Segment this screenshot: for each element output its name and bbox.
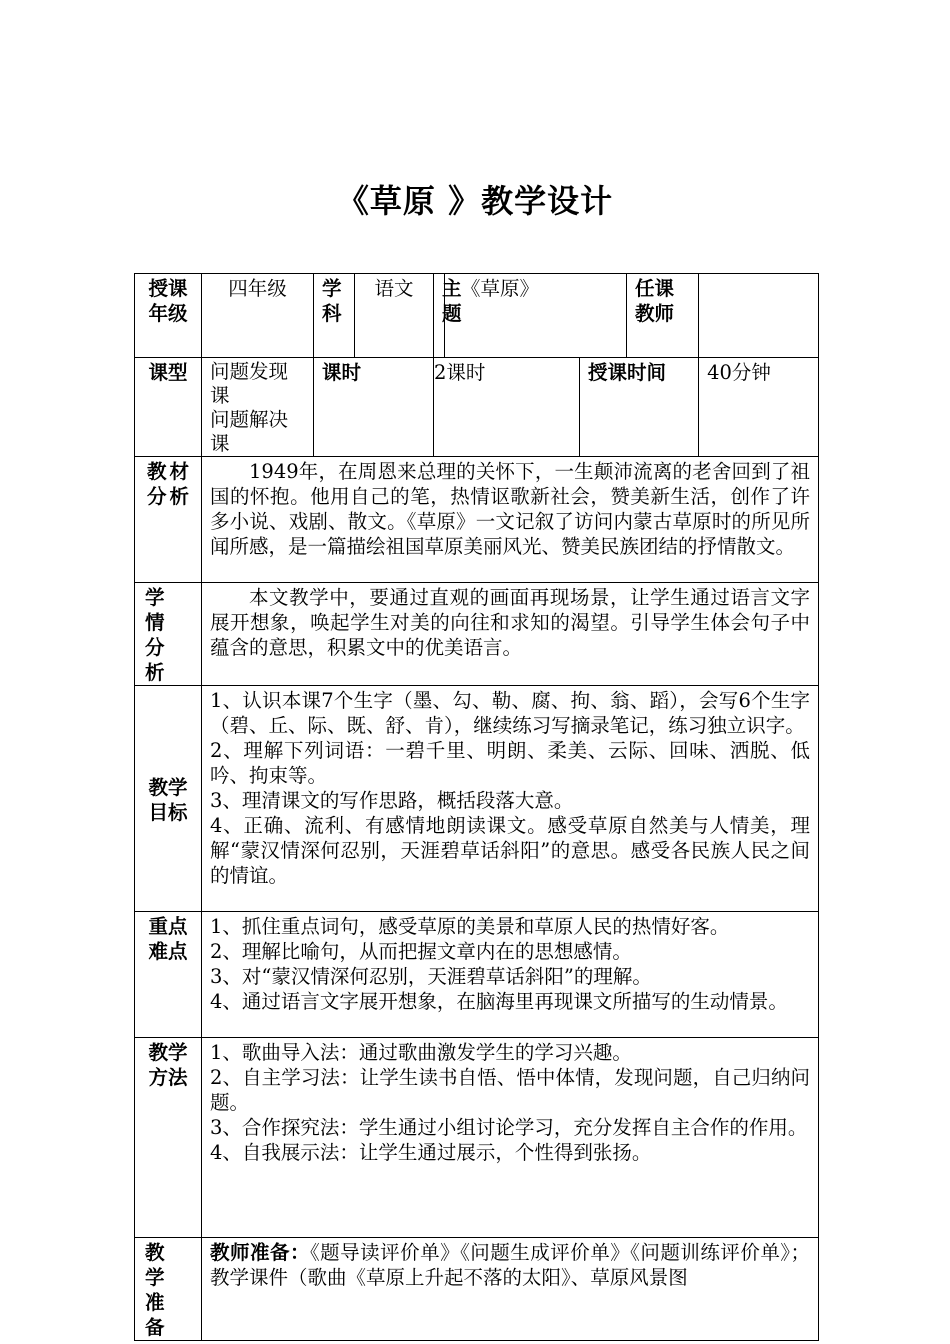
preparation-label	[135, 1238, 202, 1341]
course-type-value	[202, 358, 314, 457]
preparation-label-text: 教学准备	[145, 1241, 171, 1339]
table-row	[135, 358, 819, 457]
subject-label: 学科	[314, 274, 355, 358]
method-item: 1、歌曲导入法：通过歌曲激发学生的学习兴趣。	[210, 1041, 632, 1064]
teacher-label: 任课教师	[627, 274, 699, 358]
subject-value: 语文	[355, 274, 434, 358]
teaching-methods-label-text: 教学方法	[148, 1041, 188, 1089]
teaching-goals-label-text: 教学目标	[148, 775, 188, 824]
class-hours-label: 课时	[314, 358, 434, 457]
table-row	[135, 583, 819, 686]
teaching-methods-label	[135, 1038, 202, 1238]
goal-item: 2、理解下列词语：一碧千里、明朗、柔美、云际、回味、洒脱、低吟、拘束等。	[210, 739, 811, 787]
method-item: 4、自我展示法：让学生通过展示，个性得到张扬。	[210, 1141, 652, 1164]
goal-item: 1、认识本课7个生字（墨、勾、勒、腐、拘、翁、蹈），会写6个生字（碧、丘、际、既、舒、肯），继续练习写摘录笔记，练习独立识字。	[210, 689, 811, 737]
lesson-plan-table	[134, 273, 819, 1341]
key-point-item: 4、通过语言文字展开想象，在脑海里再现课文所描写的生动情景。	[210, 990, 788, 1013]
grade-value: 四年级	[202, 274, 314, 358]
method-item: 3、合作探究法：学生通过小组讨论学习，充分发挥自主合作的作用。	[210, 1116, 808, 1139]
teacher-value	[699, 274, 819, 358]
goal-item: 3、理清课文的写作思路，概括段落大意。	[210, 789, 574, 812]
lesson-time-label: 授课时间	[580, 358, 699, 457]
document-title: 《草原 》教学设计	[336, 182, 614, 220]
key-points-content	[202, 912, 819, 1038]
grade-label-text: 授课年级	[148, 277, 188, 325]
material-analysis-text: 1949年，在周恩来总理的关怀下，一生颠沛流离的老舍回到了祖国的怀抱。他用自己的笔，热情讴歌新社会，赞美新生活，创作了许多小说、戏剧、散文。《草原》一文记叙了访问内蒙古草原时的所见所闻所感，是一篇描绘祖国草原美丽风光、赞美民族团结的抒情散文。	[202, 457, 819, 583]
goal-item: 4、正确、流利、有感情地朗读课文。感受草原自然美与人情美，理解“蒙汉情深何忍别，天涯碧草话斜阳”的意思。感受各民族人民之间的情谊。	[210, 814, 811, 887]
table-row	[135, 1238, 819, 1341]
table-row	[135, 274, 819, 358]
table-row	[135, 457, 819, 583]
material-analysis-label-text: 教材分析	[147, 460, 193, 508]
course-type-label: 课型	[135, 358, 202, 457]
key-point-item: 3、对“蒙汉情深何忍别，天涯碧草话斜阳”的理解。	[210, 965, 652, 988]
lesson-time-value: 40分钟	[699, 358, 819, 457]
topic-value: 《草原》	[445, 274, 627, 358]
key-point-item: 1、抓住重点词句，感受草原的美景和草原人民的热情好客。	[210, 915, 730, 938]
method-item: 2、自主学习法：让学生读书自悟、悟中体情，发现问题，自己归纳问题。	[210, 1066, 811, 1114]
table-row	[135, 1038, 819, 1238]
key-point-item: 2、理解比喻句，从而把握文章内在的思想感情。	[210, 940, 632, 963]
topic-label: 主题	[434, 274, 445, 358]
key-points-label-text: 重点难点	[148, 915, 188, 963]
class-hours-value: 2课时	[434, 358, 580, 457]
material-analysis-label	[135, 457, 202, 583]
table-row	[135, 912, 819, 1038]
key-points-label	[135, 912, 202, 1038]
teaching-methods-content	[202, 1038, 819, 1238]
teacher-prep-lead: 教师准备：	[210, 1241, 310, 1264]
teaching-goals-content	[202, 686, 819, 912]
student-analysis-label-text: 学情分析	[145, 586, 171, 684]
student-analysis-text: 本文教学中，要通过直观的画面再现场景，让学生通过语言文字展开想象，唤起学生对美的向往和求知的渴望。引导学生体会句子中蕴含的意思，积累文中的优美语言。	[202, 583, 819, 686]
teaching-goals-label	[135, 686, 202, 912]
preparation-content	[202, 1238, 819, 1341]
table-row	[135, 686, 819, 912]
teacher-prep-text: 《题导读评价单》《问题生成评价单》《问题训练评价单》；教学课件（歌曲《草原上升起不落的太阳》、草原风景图	[210, 1241, 811, 1289]
course-type-value-2: 问题解决课	[210, 408, 289, 455]
course-type-value-1: 问题发现课	[210, 360, 289, 407]
student-analysis-label	[135, 583, 202, 686]
grade-label	[135, 274, 202, 358]
